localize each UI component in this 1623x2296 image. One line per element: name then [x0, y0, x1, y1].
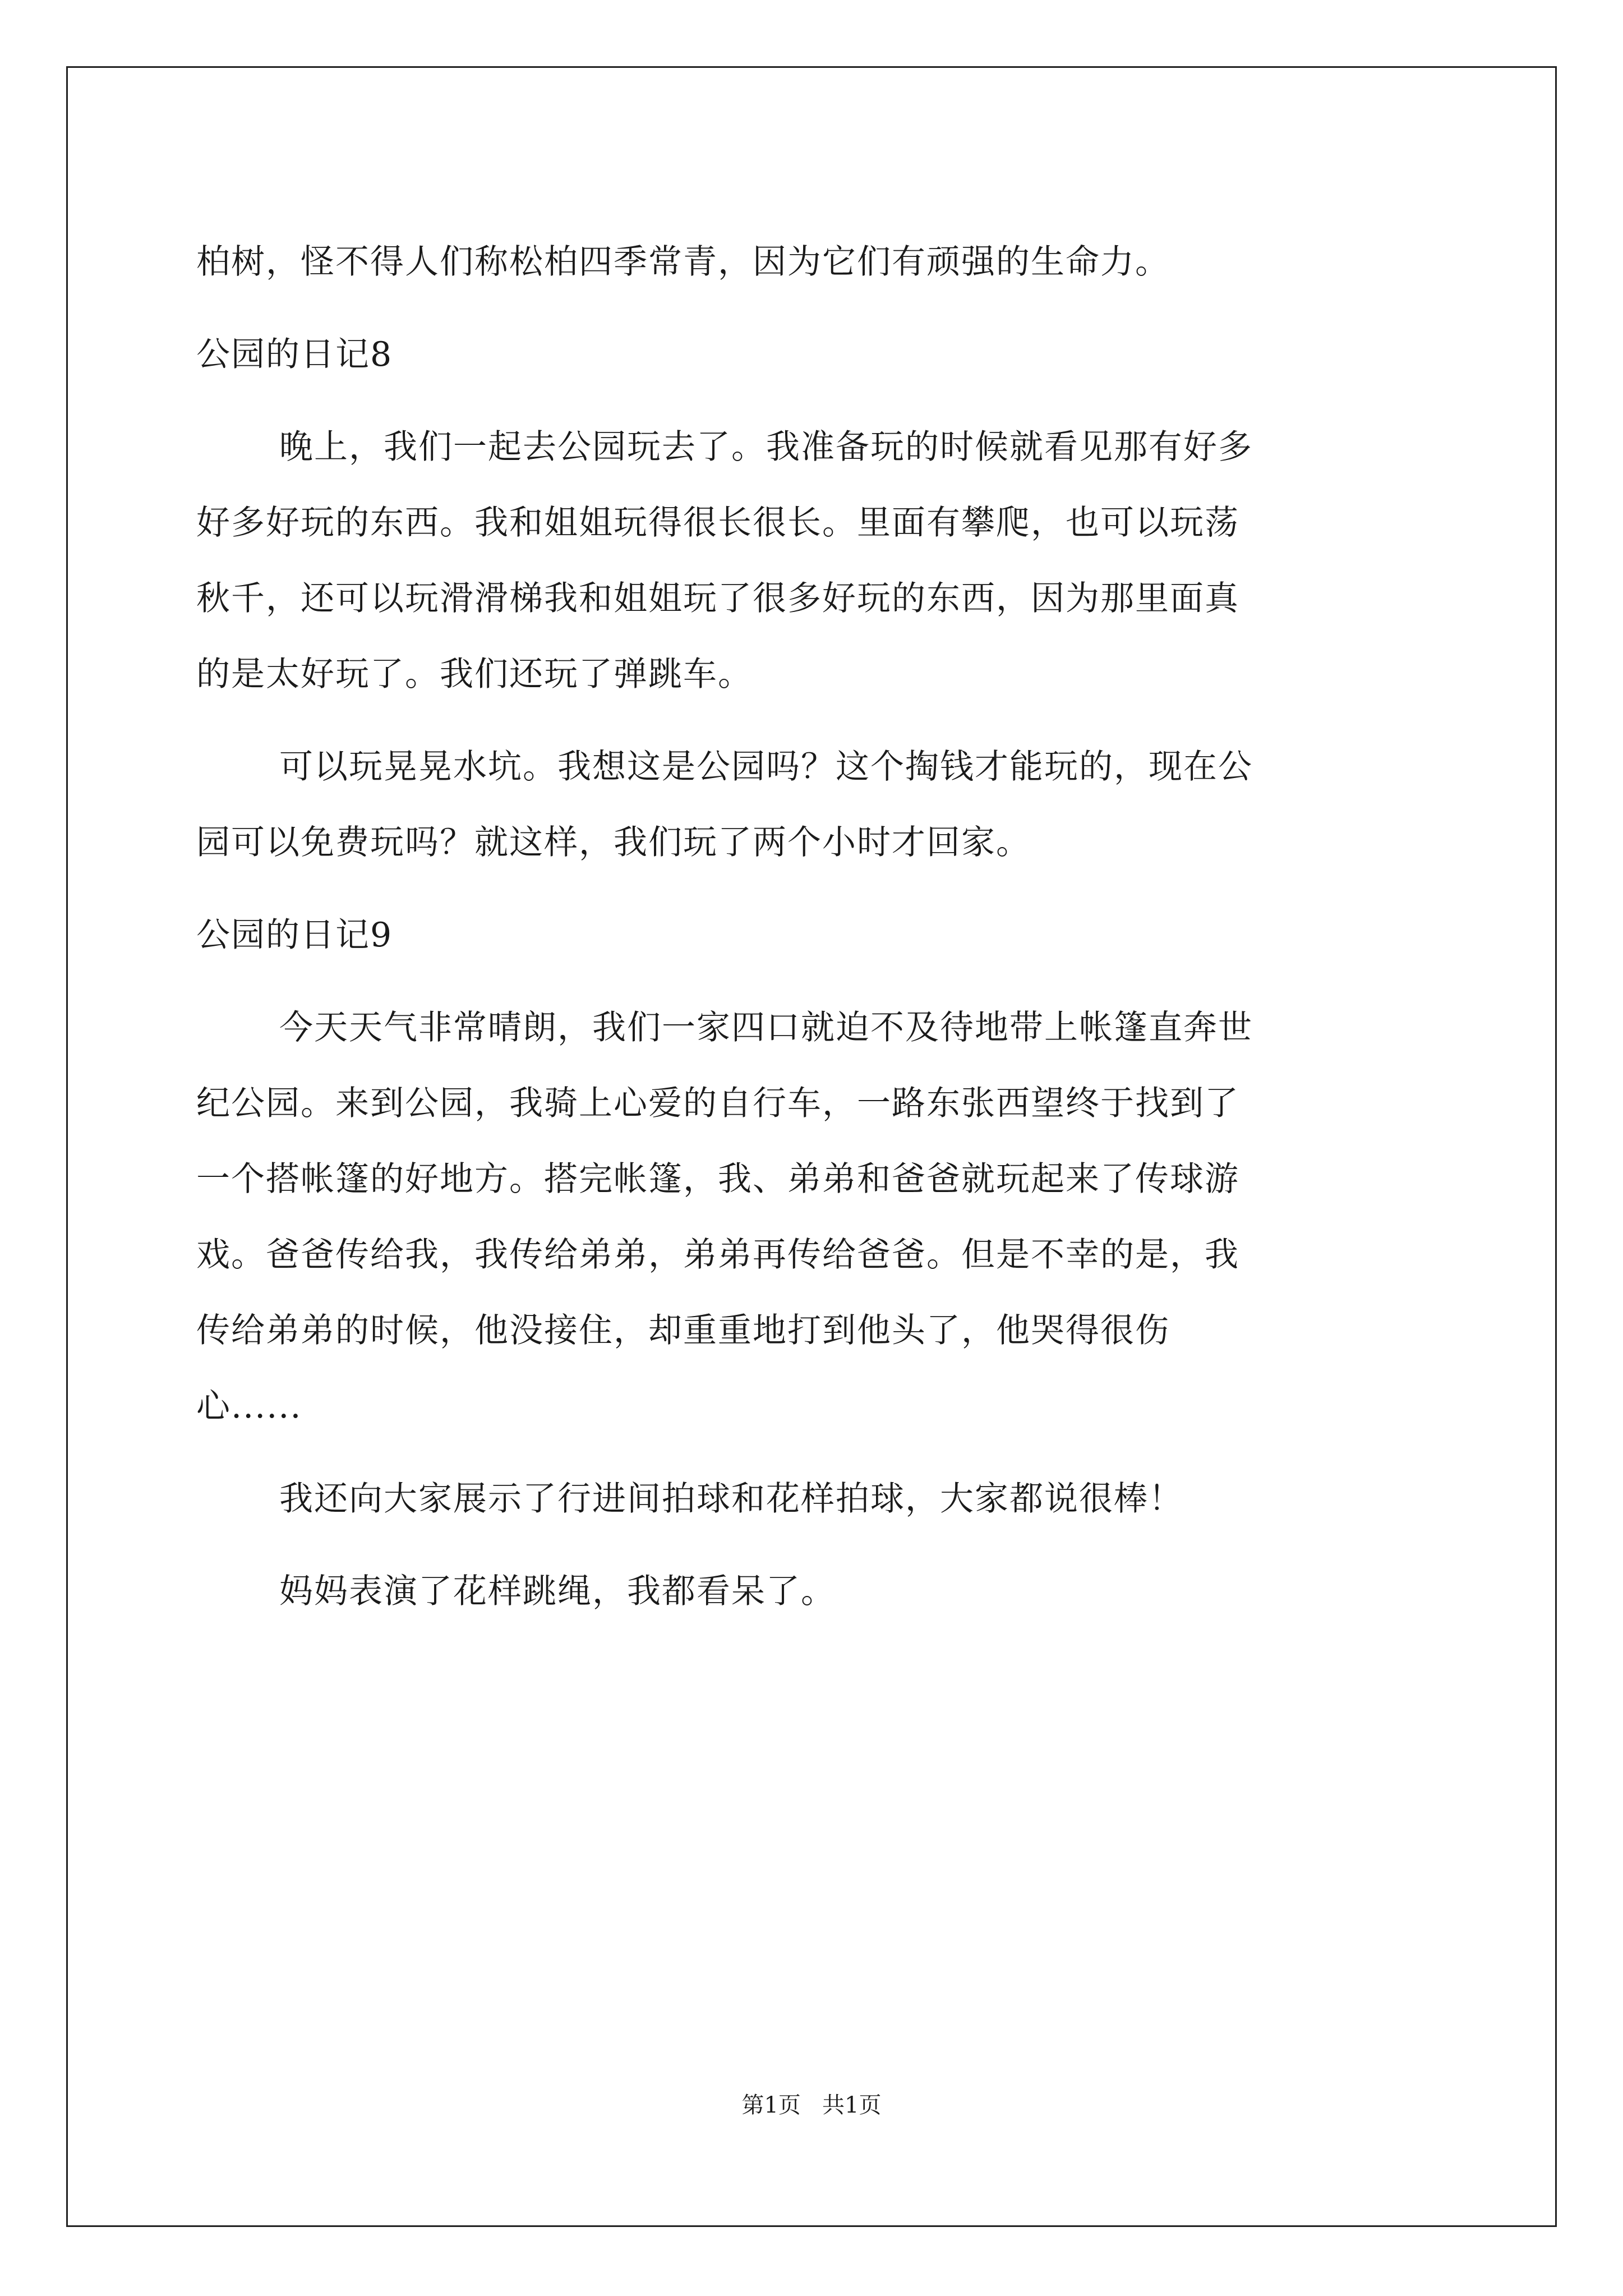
text-line: 传给弟弟的时候，他没接住，却重重地打到他头了，他哭得很伤: [196, 1311, 1170, 1350]
text-line: 秋千，还可以玩滑滑梯我和姐姐玩了很多好玩的东西，因为那里面真: [196, 579, 1239, 618]
text-line: 妈妈表演了花样跳绳，我都看呆了。: [279, 1572, 836, 1611]
text-line: 可以玩晃晃水坑。我想这是公园吗？这个掏钱才能玩的，现在公: [279, 747, 1253, 786]
document-body: [196, 224, 1430, 1630]
text-line: 好多好玩的东西。我和姐姐玩得很长很长。里面有攀爬，也可以玩荡: [196, 503, 1239, 542]
section-heading: 公园的日记9: [196, 915, 393, 955]
text-line: 戏。爸爸传给我，我传给弟弟，弟弟再传给爸爸。但是不幸的是，我: [196, 1235, 1239, 1274]
text-line: 的是太好玩了。我们还玩了弹跳车。: [196, 655, 753, 694]
section-heading: 公园的日记8: [196, 335, 393, 374]
text-line: 我还向大家展示了行进间拍球和花样拍球，大家都说很棒！: [279, 1479, 1183, 1519]
text-line: 晚上，我们一起去公园玩去了。我准备玩的时候就看见那有好多: [279, 427, 1253, 467]
text-line: 一个搭帐篷的好地方。搭完帐篷，我、弟弟和爸爸就玩起来了传球游: [196, 1159, 1239, 1199]
text-line: 柏树，怪不得人们称松柏四季常青，因为它们有顽强的生命力。: [196, 242, 1170, 282]
text-line: 心......: [196, 1387, 302, 1426]
text-line: 园可以免费玩吗？就这样，我们玩了两个小时才回家。: [196, 823, 1031, 862]
text-line: 纪公园。来到公园，我骑上心爱的自行车，一路东张西望终于找到了: [196, 1084, 1239, 1123]
page-footer: 第1页 共1页: [741, 2092, 882, 2118]
text-line: 今天天气非常晴朗，我们一家四口就迫不及待地带上帐篷直奔世: [279, 1008, 1253, 1047]
